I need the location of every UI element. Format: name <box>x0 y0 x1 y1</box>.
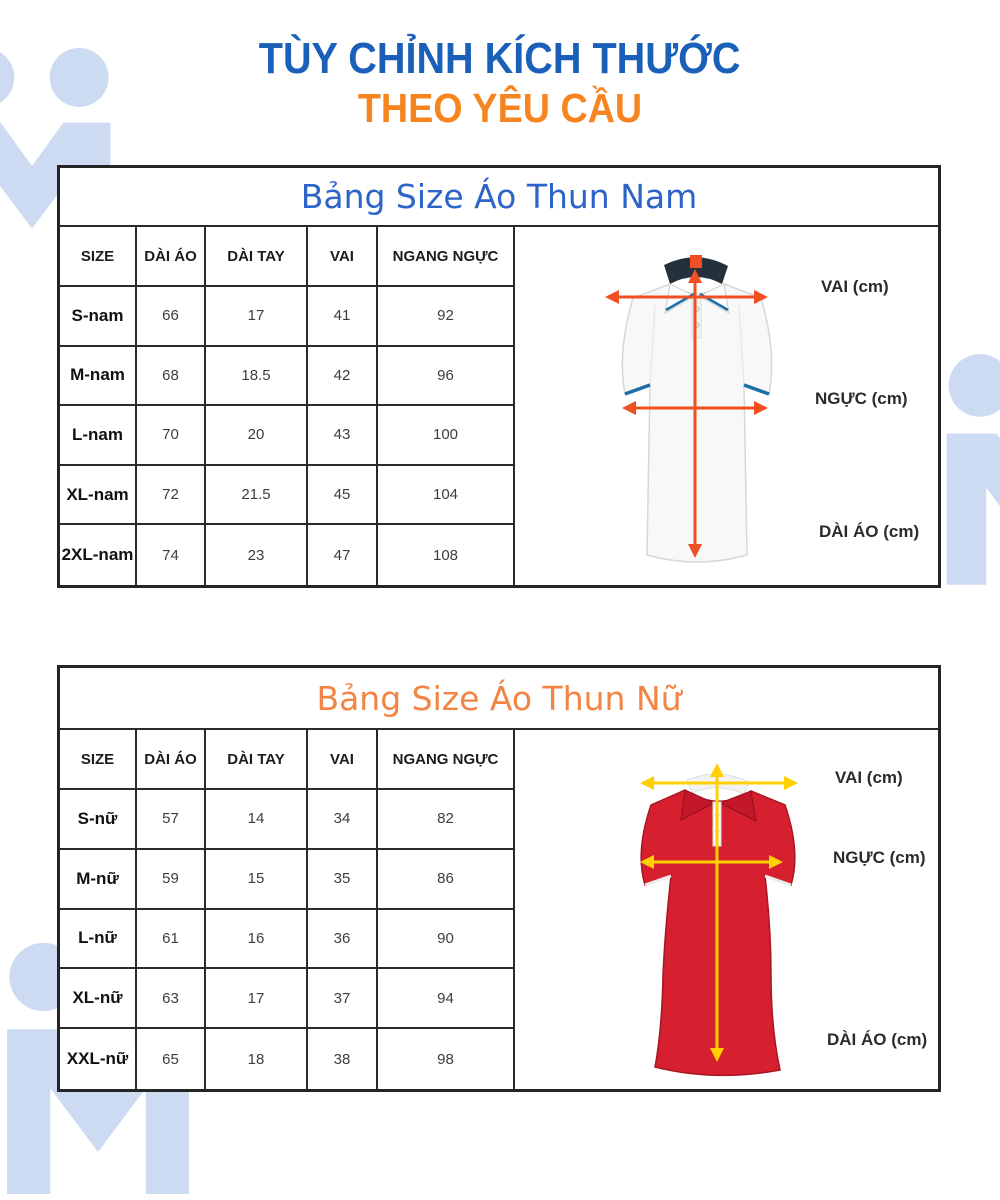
men-table-title: Bảng Size Áo Thun Nam <box>60 168 938 227</box>
size-cell: L-nam <box>60 406 137 466</box>
table-cell: 70 <box>137 406 206 466</box>
table-cell: 41 <box>308 287 378 347</box>
header-cell: NGANG NGỰC <box>378 227 515 287</box>
size-cell: XL-nam <box>60 466 137 526</box>
size-cell: XXL-nữ <box>60 1029 137 1089</box>
table-cell: 20 <box>206 406 308 466</box>
table-cell: 59 <box>137 850 206 910</box>
header-cell: DÀI ÁO <box>137 227 206 287</box>
table-cell: 86 <box>378 850 515 910</box>
table-cell: 61 <box>137 910 206 970</box>
page-title-line1: TÙY CHỈNH KÍCH THƯỚC <box>259 34 741 83</box>
table-cell: 36 <box>308 910 378 970</box>
table-cell: 92 <box>378 287 515 347</box>
table-cell: 68 <box>137 347 206 407</box>
table-cell: 18.5 <box>206 347 308 407</box>
table-cell: 15 <box>206 850 308 910</box>
table-cell: 104 <box>378 466 515 526</box>
table-cell: 14 <box>206 790 308 850</box>
nguc-label: NGỰC (cm) <box>833 848 926 867</box>
page-title-line2: THEO YÊU CẦU <box>357 85 643 131</box>
header-cell: VAI <box>308 730 378 790</box>
table-cell: 45 <box>308 466 378 526</box>
table-cell: 66 <box>137 287 206 347</box>
header-cell: VAI <box>308 227 378 287</box>
women-shirt-figure <box>515 730 938 1089</box>
header-cell: DÀI ÁO <box>137 730 206 790</box>
vai-label: VAI (cm) <box>821 277 889 296</box>
size-cell: 2XL-nam <box>60 525 137 585</box>
table-cell: 17 <box>206 287 308 347</box>
table-cell: 65 <box>137 1029 206 1089</box>
header-cell: DÀI TAY <box>206 227 308 287</box>
table-cell: 74 <box>137 525 206 585</box>
table-cell: 90 <box>378 910 515 970</box>
size-cell: XL-nữ <box>60 969 137 1029</box>
dai-ao-label: DÀI ÁO (cm) <box>827 1030 928 1049</box>
table-cell: 96 <box>378 347 515 407</box>
table-cell: 38 <box>308 1029 378 1089</box>
table-cell: 98 <box>378 1029 515 1089</box>
header-cell: NGANG NGỰC <box>378 730 515 790</box>
page-title <box>0 34 1000 131</box>
table-cell: 100 <box>378 406 515 466</box>
table-cell: 17 <box>206 969 308 1029</box>
table-cell: 42 <box>308 347 378 407</box>
table-cell: 57 <box>137 790 206 850</box>
header-cell: DÀI TAY <box>206 730 308 790</box>
header-cell: SIZE <box>60 227 137 287</box>
table-cell: 34 <box>308 790 378 850</box>
table-cell: 72 <box>137 466 206 526</box>
header-cell: SIZE <box>60 730 137 790</box>
dai-ao-label: DÀI ÁO (cm) <box>819 522 920 541</box>
size-cell: S-nữ <box>60 790 137 850</box>
table-cell: 16 <box>206 910 308 970</box>
table-cell: 37 <box>308 969 378 1029</box>
table-cell: 47 <box>308 525 378 585</box>
size-cell: M-nam <box>60 347 137 407</box>
table-cell: 18 <box>206 1029 308 1089</box>
table-cell: 23 <box>206 525 308 585</box>
table-cell: 43 <box>308 406 378 466</box>
women-table-title: Bảng Size Áo Thun Nữ <box>60 668 938 730</box>
vai-label: VAI (cm) <box>835 768 903 787</box>
table-cell: 94 <box>378 969 515 1029</box>
table-cell: 35 <box>308 850 378 910</box>
table-cell: 21.5 <box>206 466 308 526</box>
women-size-table <box>60 730 515 1089</box>
women-size-section <box>57 665 941 1092</box>
men-shirt-figure <box>515 227 938 585</box>
table-cell: 63 <box>137 969 206 1029</box>
men-size-table <box>60 227 515 585</box>
table-cell: 108 <box>378 525 515 585</box>
size-cell: M-nữ <box>60 850 137 910</box>
nguc-label: NGỰC (cm) <box>815 389 908 408</box>
size-cell: L-nữ <box>60 910 137 970</box>
men-size-section <box>57 165 941 588</box>
size-cell: S-nam <box>60 287 137 347</box>
table-cell: 82 <box>378 790 515 850</box>
